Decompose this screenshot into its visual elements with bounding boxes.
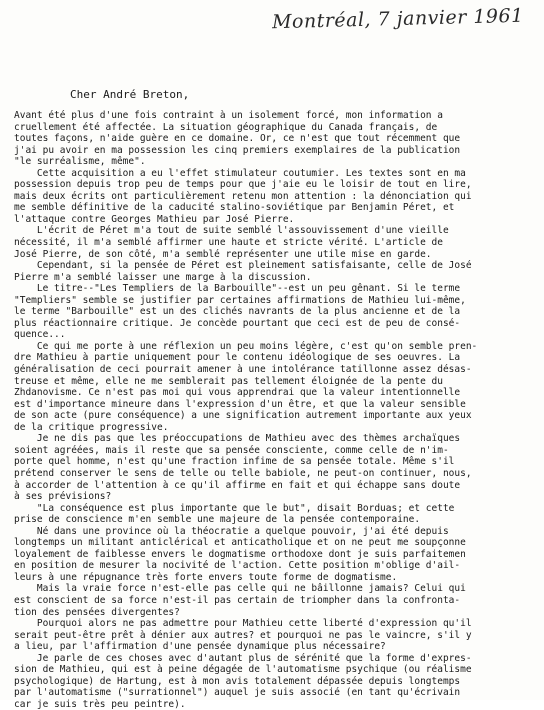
letter-line: psychologique) de Hartung, est à mon avis totalement dépassée depuis longtemps — [14, 675, 461, 687]
letter-line: "Templiers" semble se justifier par certaines affirmations de Mathieu lui-même, — [14, 294, 466, 306]
letter-line: Cette acquisition a eu l'effet stimulateur coutumier. Les textes sont en ma — [14, 167, 466, 179]
letter-line: à ses prévisions? — [14, 491, 112, 503]
letter-line: Né dans une province où la théocratie a quelque pouvoir, j'ai été depuis — [14, 525, 449, 537]
letter-line: a lieu, par l'affirmation d'une pensée dynamique plus nécessaire? — [14, 641, 386, 653]
letter-line: leurs à une répugnance très forte envers toute forme de dogmatisme. — [14, 571, 398, 583]
letter-line: à accorder de l'attention à ce qu'il affirme en fait et qui échappe sans doute — [14, 479, 461, 491]
letter-line: car je suis très peu peintre). — [14, 698, 186, 710]
letter-line: est d'importance mineure dans l'expression d'un être, et que la valeur sensible — [14, 398, 466, 410]
letter-line: cruellement été affectée. La situation géographique du Canada français, de — [14, 121, 438, 133]
letter-line: l'attaque contre Georges Mathieu par José Pierre. — [14, 213, 295, 225]
letter-line: sion de Mathieu, qui est à peine dégagée de l'automatisme psychique (ou réalisme — [14, 664, 472, 676]
letter-line: serait peut-être prêt à dénier aux autres? et pourquoi ne pas le vaincre, s'il y — [14, 629, 472, 641]
letter-line: toutes façons, n'aide guère en ce domaine. Or, ce n'est que tout récemment que — [14, 133, 461, 145]
letter-line: Le titre--"Les Templiers de la Barbouille"--est un peu gênant. Si le terme — [14, 283, 461, 295]
letter-line: loyalement de faiblesse envers le dogmatisme orthodoxe dont je suis parfaitemen — [14, 548, 466, 560]
letter-line: de son acte (pure conséquence) a une signification autrement importante aux yeux — [14, 410, 472, 422]
letter-line: possession depuis trop peu de temps pour que j'aie eu le loisir de tout en lire, — [14, 179, 472, 191]
letter-greeting: Cher André Breton, — [70, 88, 190, 101]
letter-line: est conscient de sa force n'est-il pas certain de triompher dans la confronta- — [14, 594, 461, 606]
letter-line: Pourquoi alors ne pas admettre pour Mathieu cette liberté d'expression qu'il — [14, 618, 472, 630]
letter-line: dre Mathieu à partie uniquement pour le contenu idéologique de ses oeuvres. La — [14, 352, 461, 364]
letter-line: soient agréées, mais il reste que sa pensée consciente, comme celle de n'im- — [14, 444, 449, 456]
letter-line: prétend conserver le sens de telle ou telle babiole, ne peut-on continuer, nous, — [14, 467, 472, 479]
letter-line: Ce qui me porte à une réflexion un peu moins légère, c'est qu'on semble pren- — [14, 340, 478, 352]
letter-line: me semble définitive de la caducité stalino-soviétique par Benjamin Péret, et — [14, 202, 455, 214]
letter-line: Je parle de ces choses avec d'autant plus de sérénité que la forme d'expres- — [14, 652, 472, 664]
letter-line: le terme "Barbouille" est un des clichés navrants de la plus ancienne et de la — [14, 306, 461, 318]
letter-line: Avant été plus d'une fois contraint à un isolement forcé, mon information a — [14, 110, 443, 121]
letter-line: José Pierre, de son côté, m'a semblé représenter une utile mise en garde. — [14, 248, 432, 260]
letter-line: porte quel homme, n'est qu'une fraction infime de sa pensée totale. Même s'il — [14, 456, 455, 468]
letter-line: mais deux écrits ont particulièrement retenu mon attention : la dénonciation qui — [14, 190, 472, 202]
letter-line: Cependant, si la pensée de Péret est pleinement satisfaisante, celle de José — [14, 260, 472, 272]
letter-line: par l'automatisme ("surrationnel") auquel je suis associé (en tant qu'écrivain — [14, 687, 461, 699]
letter-line: nécessité, il m'a semblé affirmer une haute et stricte vérité. L'article de — [14, 237, 443, 249]
letter-line: j'ai pu avoir en ma possession les cinq premiers exemplaires de la publication — [14, 144, 461, 156]
letter-line: longtemps un militant anticlérical et anticatholique et on ne peut me soupçonne — [14, 537, 466, 549]
letter-line: de la critique progressive. — [14, 421, 169, 433]
letter-line: tion des pensées divergentes? — [14, 606, 180, 618]
letter-body — [14, 110, 538, 710]
letter-line: plus réactionnaire critique. Je concède pourtant que ceci est de peu de consé- — [14, 317, 461, 329]
letter-line: généralisation de ceci pourrait amener à une intolérance tatillonne assez désas- — [14, 364, 472, 376]
letter-line: Je ne dis pas que les préoccupations de Mathieu avec des thèmes archaïques — [14, 433, 461, 445]
handwritten-dateline: Montréal, 7 janvier 1961 — [272, 4, 525, 34]
letter-line: L'écrit de Péret m'a tout de suite semblé l'assouvissement d'une vieille — [14, 225, 449, 237]
letter-line: quence... — [14, 329, 66, 341]
letter-line: Mais la vraie force n'est-elle pas celle qui ne bâillonne jamais? Celui qui — [14, 583, 466, 595]
letter-line: Zhdanovisme. Ce n'est pas moi qui vous apprendrai que la valeur intentionnelle — [14, 387, 461, 399]
letter-line: prise de conscience m'en semble une majeure de la pensée contemporaine. — [14, 514, 421, 526]
letter-line: "le surréalisme, même". — [14, 156, 146, 168]
letter-line: Pierre m'a semblé laisser une marge à la discussion. — [14, 271, 312, 283]
letter-line: en position de mesurer la nocivité de l'action. Cette position m'oblige d'ail- — [14, 560, 461, 572]
letter-line: "La conséquence est plus importante que le but", disait Borduas; et cette — [14, 502, 455, 514]
letter-line: treuse et même, elle ne me semblerait pas tellement éloignée de la pente du — [14, 375, 443, 387]
